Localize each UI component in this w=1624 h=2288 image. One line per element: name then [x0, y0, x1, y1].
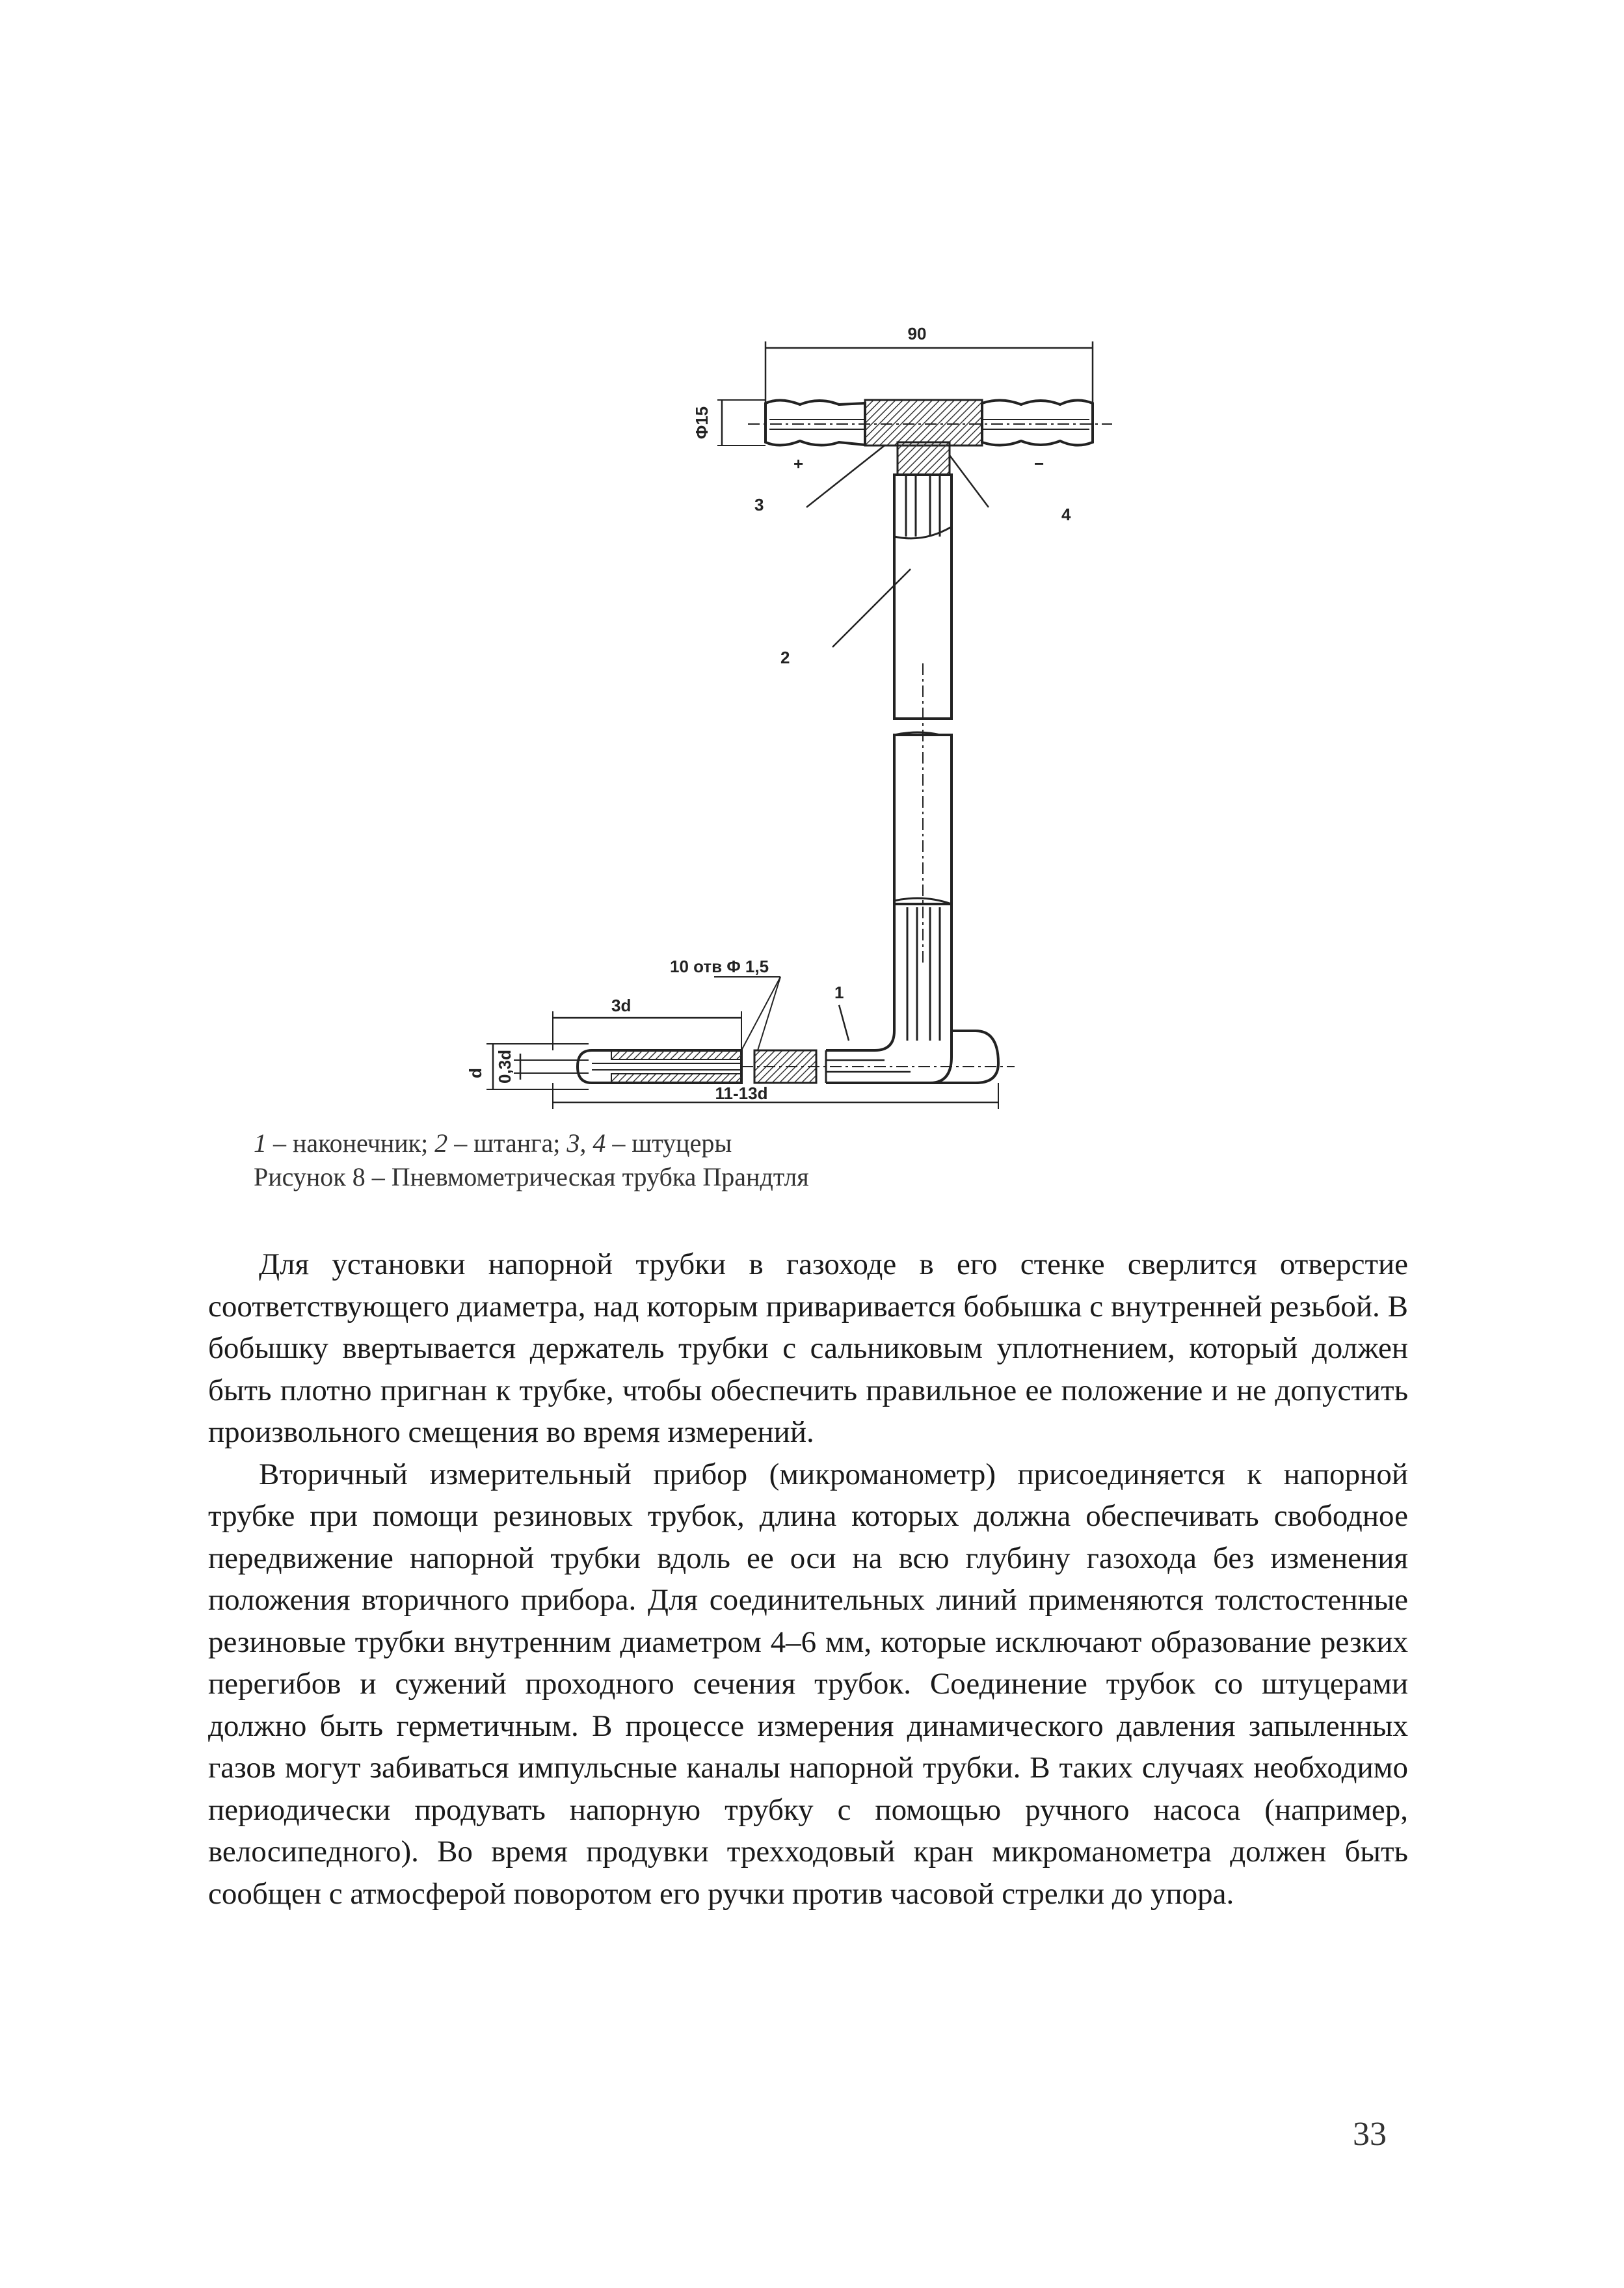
- minus-sign: −: [1034, 454, 1045, 473]
- label-d: d: [466, 1068, 485, 1078]
- dim-length: [553, 1083, 998, 1109]
- legend-num-34: 3, 4: [566, 1128, 606, 1158]
- rod-upper: [894, 475, 952, 719]
- legend-num-1: 1: [254, 1128, 267, 1158]
- tip-head: [578, 1050, 741, 1083]
- figure-title: Рисунок 8 – Пневмометрическая трубка Прандтля: [254, 1162, 809, 1191]
- label-phi15: Φ15: [692, 406, 712, 440]
- legend-text-2: – штанга;: [447, 1128, 567, 1158]
- label-3d: 3d: [611, 996, 632, 1015]
- prandtl-tube-drawing: [416, 312, 1071, 1125]
- figure-legend: [254, 1126, 1489, 1160]
- plus-sign: +: [793, 454, 804, 473]
- figure-caption: [254, 1126, 1489, 1194]
- paragraph: Для установки напорной трубки в газоходе в его стенке сверлится отверстие соответствующего диаметра, над которым приваривается бобышка с внутренней резьбой. В бобышку ввертывается держатель трубки с сальниковым уплотнением, который должен быть плотно пригнан к трубке, чтобы обеспечить правильное ее положение и не допустить произвольного смещения во время измерений.: [208, 1247, 1408, 1449]
- legend-text-34: – штуцеры: [606, 1128, 732, 1158]
- label-part-4: 4: [1061, 505, 1071, 524]
- label-part-2: 2: [780, 648, 790, 667]
- dim-diameters: [466, 1044, 589, 1089]
- legend-text-1: – наконечник;: [267, 1128, 435, 1158]
- page-number: 33: [1353, 2116, 1387, 2153]
- legend-num-2: 2: [434, 1128, 448, 1158]
- label-90: 90: [907, 324, 927, 343]
- dim-3d: [553, 996, 741, 1050]
- dim-cap-diameter: [692, 400, 765, 446]
- label-11-13d: 11-13d: [715, 1084, 768, 1103]
- label-part-3: 3: [754, 495, 764, 514]
- body-text: [208, 1244, 1408, 1915]
- label-03d: 0,3d: [495, 1049, 514, 1084]
- tip-and-elbow: [741, 1021, 1015, 1083]
- label-part-1: 1: [834, 983, 844, 1002]
- prandtl-tube-figure: [416, 312, 1071, 1125]
- label-holes: 10 отв Φ 1,5: [670, 957, 769, 976]
- paragraph: Вторичный измерительный прибор (микроманометр) присоединяется к напорной трубке при помощи резиновых трубок, длина которых должна обеспечивать свободное передвижение напорной трубки вдоль ее оси на всю глубину газохода без изменения положения вторичного прибора. Для соединительных линий применяются толстостенные резиновые трубки внутренним диаметром 4–6 мм, которые исключают образование резких перегибов и сужений проходного сечения трубок. Соединение трубок со штуцерами должно быть герметичным. В процессе измерения динамического давления запыленных газов могут забиваться импульсные каналы напорной трубки. В таких случаях необходимо периодически продувать напорную трубку с помощью ручного насоса (например, велосипедного). Во время продувки трехходовый кран микроманометра должен быть сообщен с атмосферой поворотом его ручки против часовой стрелки до упора.: [208, 1457, 1408, 1911]
